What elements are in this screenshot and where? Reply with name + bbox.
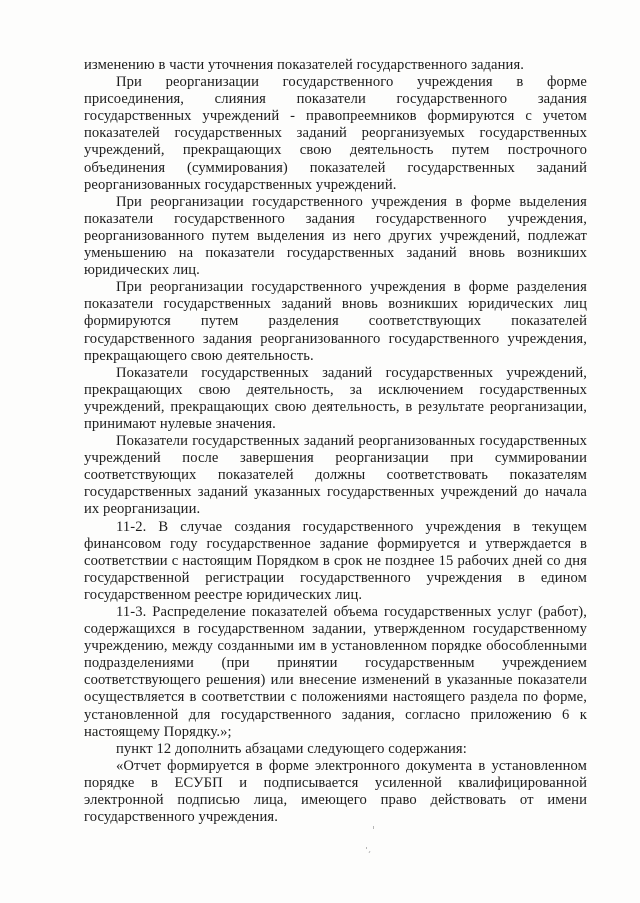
paragraph-point-12-amendment: пункт 12 дополнить абзацами следующего содержания: <box>116 740 467 757</box>
paragraph-spin-off-reorganization: При реорганизации государственного учреждения в форме выделения показатели государственного задания государственного учреждения, реорганизованного путем выделения из него других учреждений, подлежат уменьшению на показатели государственных заданий вновь возникших юридических лиц. <box>84 193 587 279</box>
paragraph-zero-values: Показатели государственных заданий государственных учреждений, прекращающих свою деятельность, за исключением государственных учреждений, прекращающих свою деятельность, в результате реорганизации, принимают нулевые значения. <box>84 364 587 432</box>
paragraph-report-form: «Отчет формируется в форме электронного документа в установленном порядке в ЕСУБП и подписывается усиленной квалифицированной электронной подписью лица, имеющего право действовать от имени государственного учреждения. <box>84 757 587 826</box>
paragraph-11-3: 11-3. Распределение показателей объема государственных услуг (работ), содержащихся в государственном задании, утвержденном государственному учреждению, между созданными им в установленном порядке обособленными подразделениями (при принятии государственным учреждением соответствующего решения) или внесение изменений в указанные показатели осуществляется в соответствии с положениями настоящего раздела по форме, установленной для государственного задания, согласно приложению 6 к настоящему Порядку.»; <box>84 604 587 740</box>
document-body <box>84 57 587 826</box>
paragraph-11-2: 11-2. В случае создания государственного учреждения в текущем финансовом году государственное задание формируется и утверждается в соответствии с настоящим Порядком в срок не позднее 15 рабочих дней со дня государственной регистрации государственного учреждения в едином государственном реестре юридических лиц. <box>84 518 587 603</box>
scan-speck <box>366 847 367 849</box>
paragraph-post-reorganization: Показатели государственных заданий реорганизованных государственных учреждений после завершения реорганизации при суммировании соответствующих показателей должны соответствовать показателям государственных заданий указанных государственных учреждений до начала их реорганизации. <box>84 433 587 518</box>
paragraph-merger-reorganization: При реорганизации государственного учреждения в форме присоединения, слияния показатели государственного задания государственных учреждений - правопреемников формируются с учетом показателей государственных заданий реорганизуемых государственных учреждений, прекращающих свою деятельность путем построчного объединения (суммирования) показателей государственных заданий реорганизованных государственных учреждений. <box>84 74 587 193</box>
scan-speck <box>369 851 371 853</box>
paragraph-continuation: изменению в части уточнения показателей государственного задания. <box>84 57 524 73</box>
scan-speck <box>373 826 374 829</box>
paragraph-division-reorganization: При реорганизации государственного учреждения в форме разделения показатели государственных заданий вновь возникших юридических лиц формируются путем разделения соответствующих показателей государственного задания реорганизованного государственного учреждения, прекращающего свою деятельность. <box>84 279 587 364</box>
